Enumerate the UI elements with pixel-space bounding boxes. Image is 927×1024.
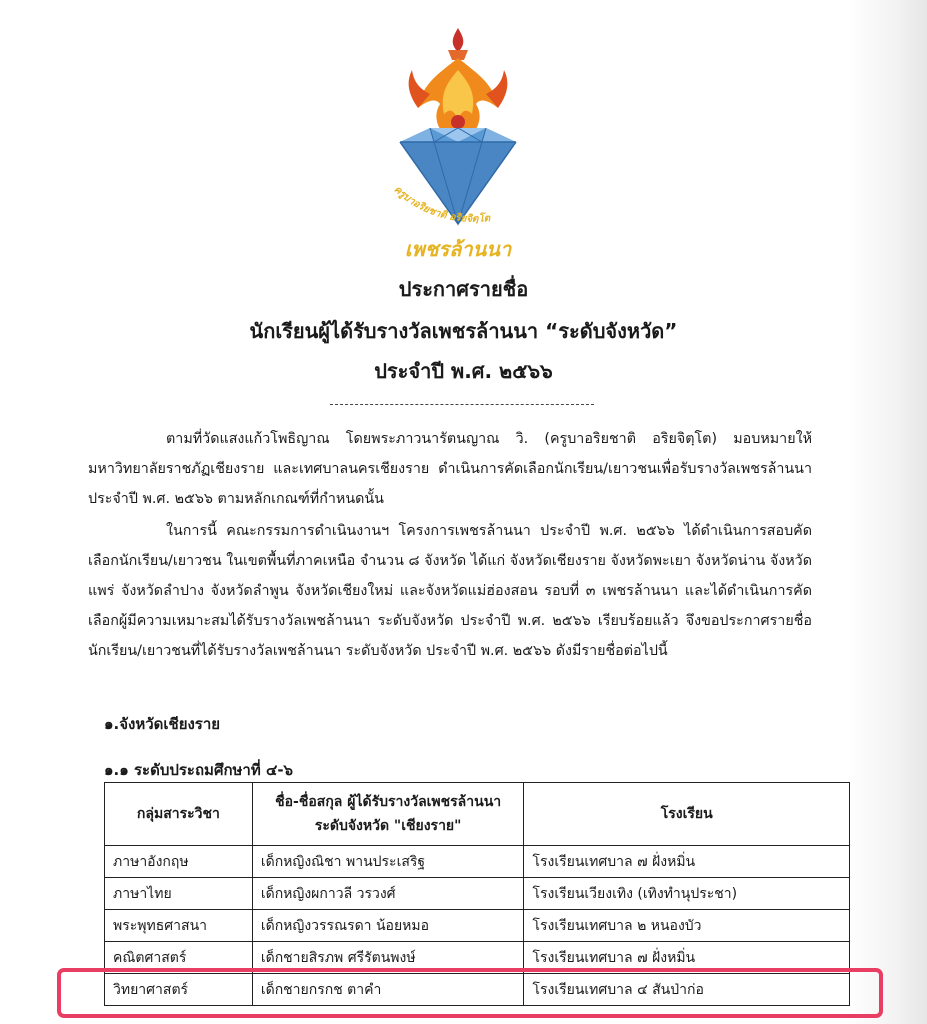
paragraph-intro: ตามที่วัดแสงแก้วโพธิญาณ โดยพระภาวนารัตนญาณ วิ. (ครูบาอริยชาติ อริยจิตฺโต) มอบหมายให้มหาวิทยาลัยราชภัฏเชียงราย และเทศบาลนครเชียงราย ดำเนินการคัดเลือกนักเรียน/เยาวชนเพื่อรับรางวัลเพชรล้านนา ประจำปี พ.ศ. ๒๕๖๖ ตามหลักเกณฑ์ที่กำหนดนั้น <box>88 431 812 507</box>
header-name-line1: ชื่อ-ชื่อสกุล ผู้ได้รับรางวัลเพชรล้านนา <box>275 794 502 810</box>
cell-name: เด็กหญิงวรรณรดา น้อยหมอ <box>252 910 524 942</box>
divider <box>330 404 594 405</box>
cell-school: โรงเรียนเทศบาล ๗ ฝั่งหมิ่น <box>524 942 850 974</box>
cell-name: เด็กชายกรกช ตาคำ <box>252 974 524 1006</box>
cell-name: เด็กหญิงณิชา พานประเสริฐ <box>252 846 524 878</box>
page-edge-shadow <box>847 0 927 1024</box>
cell-subject: พระพุทธศาสนา <box>105 910 253 942</box>
paragraph-details: ในการนี้ คณะกรรมการดำเนินงานฯ โครงการเพชรล้านนา ประจำปี พ.ศ. ๒๕๖๖ ได้ดำเนินการสอบคัดเลือกนักเรียน/เยาวชน ในเขตพื้นที่ภาคเหนือ จำนวน ๘ จังหวัด ได้แก่ จังหวัดเชียงราย จังหวัดพะเยา จังหวัดน่าน จังหวัดแพร่ จังหวัดลำปาง จังหวัดลำพูน จังหวัดเชียงใหม่ และจังหวัดแม่ฮ่องสอน รอบที่ ๓ เพชรล้านนา และได้ดำเนินการคัดเลือกผู้มีความเหมาะสมได้รับรางวัลเพชล้านนา ระดับจังหวัด ประจำปี พ.ศ. ๒๕๖๖ เรียบร้อยแล้ว จึงขอประกาศรายชื่อนักเรียน/เยาวชนที่ได้รับรางวัลเพชล้านนา ระดับจังหวัด ประจำปี พ.ศ. ๒๕๖๖ ดังมีรายชื่อต่อไปนี้ <box>88 523 812 659</box>
table-header-row <box>105 783 850 846</box>
cell-school: โรงเรียนเทศบาล ๗ ฝั่งหมิ่น <box>524 846 850 878</box>
cell-subject: ภาษาไทย <box>105 878 253 910</box>
table-row <box>105 910 850 942</box>
cell-subject: ภาษาอังกฤษ <box>105 846 253 878</box>
cell-name: เด็กหญิงผกาวลี วรวงศ์ <box>252 878 524 910</box>
section-heading: ๑.จังหวัดเชียงราย <box>104 715 221 733</box>
cell-subject: คณิตศาสตร์ <box>105 942 253 974</box>
crown-icon <box>453 28 464 52</box>
header-name-line2: ระดับจังหวัด "เชียงราย" <box>314 818 462 834</box>
cell-subject: วิทยาศาสตร์ <box>105 974 253 1006</box>
flame-icon <box>409 58 508 132</box>
announcement-subtitle: นักเรียนผู้ได้รับรางวัลเพชรล้านนา “ระดับจังหวัด” <box>249 319 678 343</box>
header-subject: กลุ่มสาระวิชา <box>105 783 253 846</box>
header-school: โรงเรียน <box>524 783 850 846</box>
table-row <box>105 846 850 878</box>
svg-text:ครูบาอริยชาติ อริยจิตฺโต: ครูบาอริยชาติ อริยจิตฺโต <box>391 183 491 225</box>
header-name <box>252 783 524 846</box>
announcement-year: ประจำปี พ.ศ. ๒๕๖๖ <box>374 359 553 383</box>
announcement-title: ประกาศรายชื่อ <box>398 277 529 301</box>
highlight-box <box>57 968 883 1018</box>
table-row <box>105 878 850 910</box>
svg-text:เพชรล้านนา: เพชรล้านนา <box>404 237 512 261</box>
cell-school: โรงเรียนเทศบาล ๒ หนองบัว <box>524 910 850 942</box>
cell-school: โรงเรียนเวียงเทิง (เทิงทำนุประชา) <box>524 878 850 910</box>
diamond-flame-logo <box>378 24 538 264</box>
section-subheading: ๑.๑ ระดับประถมศึกษาที่ ๔-๖ <box>104 761 294 779</box>
cell-school: โรงเรียนเทศบาล ๔ สันป่าก่อ <box>524 974 850 1006</box>
cell-name: เด็กชายสิรภพ ศรีรัตนพงษ์ <box>252 942 524 974</box>
